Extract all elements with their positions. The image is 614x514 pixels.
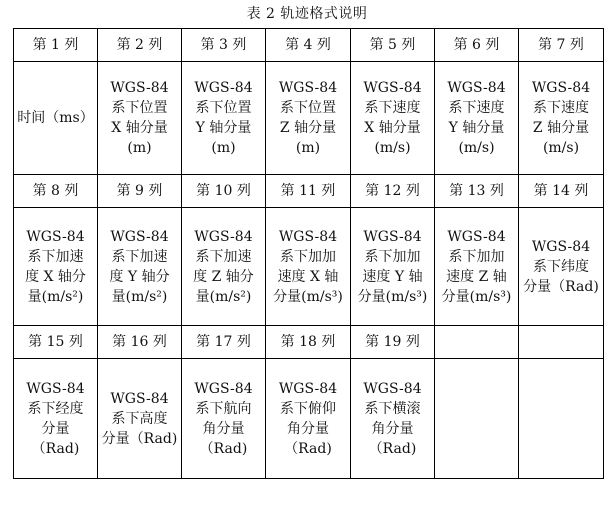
column-header: 第 1 列 [14,29,98,62]
column-header: 第 18 列 [266,326,351,359]
table-cell: WGS-84 系下位置 Y 轴分量 (m) [182,62,266,175]
table-cell: WGS-84 系下俯仰 角分量 （Rad) [266,359,351,479]
table-cell: WGS-84 系下加速 度 Y 轴分 量(m/s²) [98,208,182,326]
column-header: 第 11 列 [266,175,351,208]
table-cell: WGS-84 系下航向 角分量 （Rad) [182,359,266,479]
table-cell: 时间（ms） [14,62,98,175]
table-cell: WGS-84 系下经度 分量 （Rad) [14,359,98,479]
table-cell: WGS-84 系下加速 度 Z 轴分 量(m/s²) [182,208,266,326]
table-cell: WGS-84 系下高度 分量（Rad) [98,359,182,479]
table-cell: WGS-84 系下横滚 角分量 （Rad) [351,359,435,479]
column-header: 第 8 列 [14,175,98,208]
column-header: 第 19 列 [351,326,435,359]
table-cell: WGS-84 系下加加 速度 X 轴 分量(m/s³) [266,208,351,326]
column-header: 第 4 列 [266,29,351,62]
trajectory-format-table [13,28,604,479]
column-header: 第 5 列 [351,29,435,62]
column-header: 第 12 列 [351,175,435,208]
empty-cell [435,359,519,479]
table-cell: WGS-84 系下加加 速度 Z 轴 分量(m/s³) [435,208,519,326]
header-row [14,175,604,208]
table-cell: WGS-84 系下加加 速度 Y 轴 分量(m/s³) [351,208,435,326]
table-cell: WGS-84 系下位置 X 轴分量 (m) [98,62,182,175]
column-header: 第 2 列 [98,29,182,62]
table-caption: 表 2 轨迹格式说明 [246,6,368,22]
column-header: 第 16 列 [98,326,182,359]
header-row [14,326,604,359]
column-header: 第 9 列 [98,175,182,208]
column-header: 第 7 列 [519,29,604,62]
column-header: 第 15 列 [14,326,98,359]
table-cell: WGS-84 系下速度 Y 轴分量 (m/s) [435,62,519,175]
column-header: 第 13 列 [435,175,519,208]
empty-cell [519,359,604,479]
column-header: 第 3 列 [182,29,266,62]
column-header: 第 10 列 [182,175,266,208]
table-row [14,208,604,326]
table-cell: WGS-84 系下位置 Z 轴分量 (m) [266,62,351,175]
table-row [14,359,604,479]
table-cell: WGS-84 系下加速 度 X 轴分 量(m/s²) [14,208,98,326]
table-cell: WGS-84 系下速度 Z 轴分量 (m/s) [519,62,604,175]
empty-cell [435,326,519,359]
table-cell: WGS-84 系下纬度 分量（Rad) [519,208,604,326]
empty-cell [519,326,604,359]
column-header: 第 17 列 [182,326,266,359]
header-row [14,29,604,62]
column-header: 第 14 列 [519,175,604,208]
column-header: 第 6 列 [435,29,519,62]
table-row [14,62,604,175]
table-cell: WGS-84 系下速度 X 轴分量 (m/s) [351,62,435,175]
